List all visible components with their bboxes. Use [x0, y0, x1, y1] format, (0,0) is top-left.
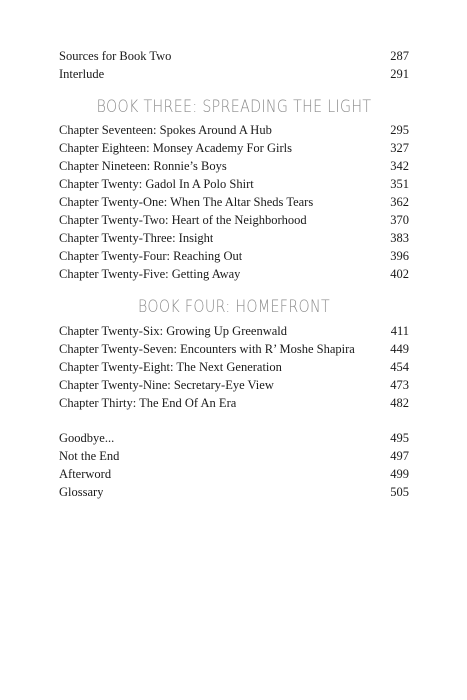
toc-section-book-four — [59, 322, 409, 412]
toc-entry — [59, 247, 409, 265]
toc-entry-title: Chapter Twenty: Gadol In A Polo Shirt — [59, 177, 254, 191]
toc-entry-page: 383 — [390, 231, 409, 245]
toc-entry — [59, 340, 409, 358]
toc-entry-page: 454 — [390, 360, 409, 374]
toc-entry-title: Afterword — [59, 467, 112, 481]
book-four-heading: BOOK FOUR: HOMEFRONT — [137, 297, 331, 316]
toc-entry — [59, 47, 409, 65]
toc-entry-title: Glossary — [59, 485, 104, 499]
toc-section-end — [59, 429, 409, 501]
toc-entry — [59, 211, 409, 229]
toc-entry-page: 411 — [390, 324, 409, 338]
toc-entry — [59, 175, 409, 193]
toc-entry-title: Chapter Twenty-Nine: Secretary-Eye View — [59, 378, 274, 392]
toc-entry-title: Interlude — [59, 67, 105, 81]
toc-entry-title: Chapter Twenty-One: When The Altar Sheds Tears — [59, 195, 314, 209]
toc-entry — [59, 483, 409, 501]
toc-entry-page: 362 — [390, 195, 409, 209]
toc-entry — [59, 139, 409, 157]
toc-entry — [59, 465, 409, 483]
toc-entry-page: 402 — [390, 267, 409, 281]
toc-entry-title: Chapter Thirty: The End Of An Era — [59, 396, 237, 410]
toc-entry-page: 287 — [390, 49, 409, 63]
toc-entry — [59, 358, 409, 376]
toc-entry-title: Sources for Book Two — [59, 49, 172, 63]
toc-entry — [59, 157, 409, 175]
toc-entry-title: Chapter Twenty-Five: Getting Away — [59, 267, 241, 281]
toc-entry-title: Chapter Nineteen: Ronnie’s Boys — [59, 159, 227, 173]
toc-entry — [59, 193, 409, 211]
toc-entry-page: 351 — [390, 177, 409, 191]
toc-entry-page: 449 — [390, 342, 409, 356]
toc-entry — [59, 322, 409, 340]
toc-entry-page: 505 — [390, 485, 409, 499]
toc-entry-title: Not the End — [59, 449, 120, 463]
toc-entry-title: Chapter Twenty-Two: Heart of the Neighborhood — [59, 213, 307, 227]
toc-entry-title: Chapter Twenty-Seven: Encounters with R’ Moshe Shapira — [59, 342, 355, 356]
toc-entry — [59, 429, 409, 447]
toc-entry — [59, 376, 409, 394]
toc-section-book-three — [59, 121, 409, 283]
toc-entry-title: Chapter Twenty-Six: Growing Up Greenwald — [59, 324, 288, 338]
toc-entry-page: 342 — [390, 159, 409, 173]
toc-entry-title: Chapter Twenty-Four: Reaching Out — [59, 249, 243, 263]
toc-entry-page: 495 — [390, 431, 409, 445]
table-of-contents — [59, 47, 409, 501]
toc-entry-page: 295 — [390, 123, 409, 137]
toc-section-top — [59, 47, 409, 83]
toc-entry-page: 370 — [390, 213, 409, 227]
toc-entry-page: 396 — [390, 249, 409, 263]
toc-entry-page: 499 — [390, 467, 409, 481]
toc-entry-page: 291 — [390, 67, 409, 81]
toc-entry — [59, 394, 409, 412]
toc-entry-page: 473 — [390, 378, 409, 392]
toc-entry-title: Chapter Twenty-Eight: The Next Generation — [59, 360, 282, 374]
toc-entry-page: 327 — [390, 141, 409, 155]
book-three-heading: BOOK THREE: SPREADING THE LIGHT — [96, 97, 372, 116]
toc-entry-page: 482 — [390, 396, 409, 410]
toc-entry — [59, 229, 409, 247]
toc-entry — [59, 121, 409, 139]
toc-entry-page: 497 — [390, 449, 409, 463]
toc-entry-title: Chapter Twenty-Three: Insight — [59, 231, 214, 245]
toc-entry — [59, 447, 409, 465]
toc-entry — [59, 65, 409, 83]
toc-entry-title: Chapter Eighteen: Monsey Academy For Girls — [59, 141, 292, 155]
toc-entry — [59, 265, 409, 283]
toc-entry-title: Chapter Seventeen: Spokes Around A Hub — [59, 123, 272, 137]
toc-entry-title: Goodbye... — [59, 431, 115, 445]
